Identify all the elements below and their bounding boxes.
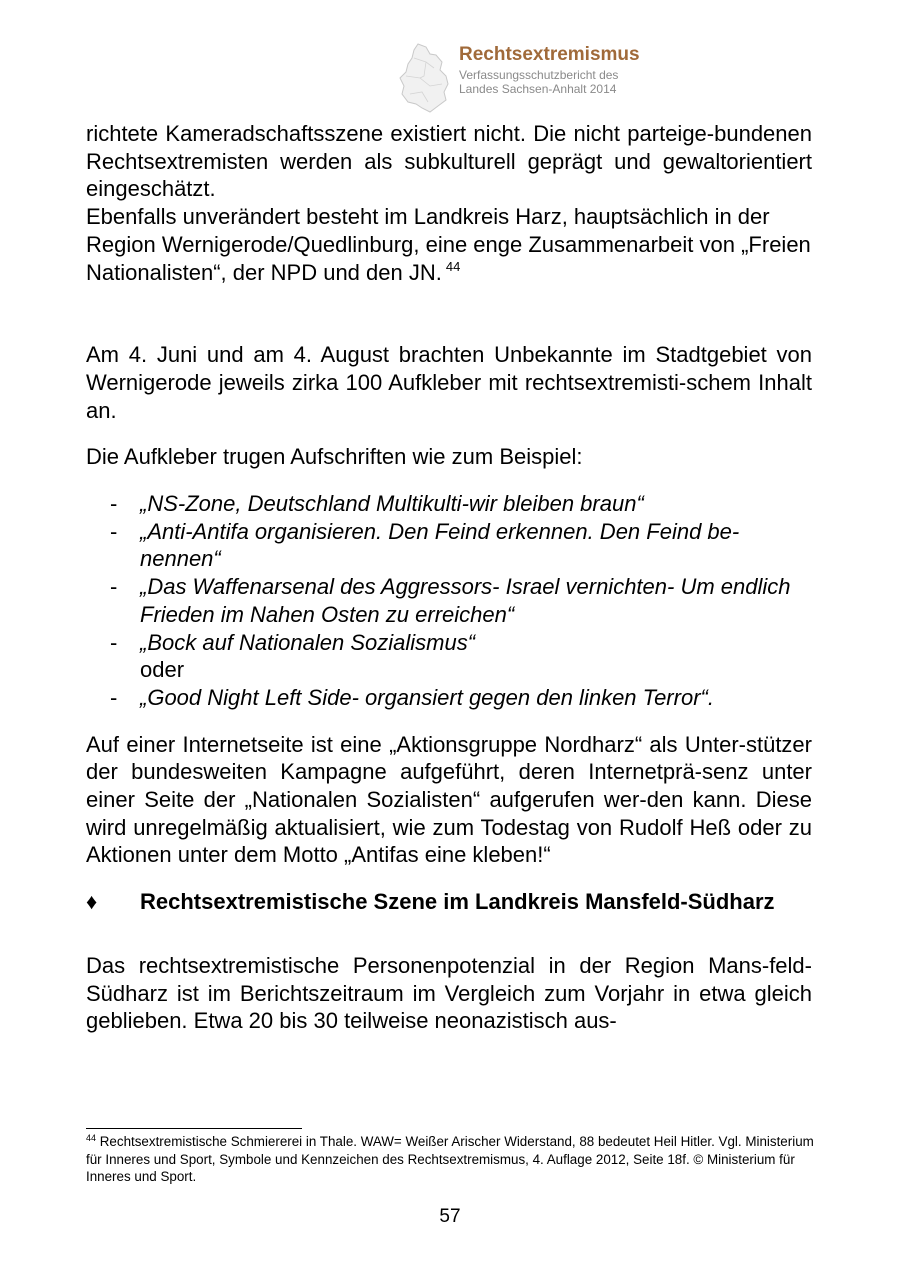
list-item (86, 684, 812, 712)
header-title: Rechtsextremismus (459, 44, 640, 65)
paragraph-aktionsgruppe-nordharz: Auf einer Internetseite ist eine „Aktionsgruppe Nordharz“ als Unter-stützer der bundesweiten Kampagne aufgeführt, deren Internetprä-senz unter einer Seite der „Nationalen Sozialisten“ aufgerufen wer-den kann. Diese wird unregelmäßig aktualisiert, wie zum Todestag von Rudolf Heß oder zu Aktionen unter dem Motto „Antifas eine kleben!“ (86, 731, 812, 868)
footnote-ref-44: 44 (445, 258, 461, 274)
list-item (86, 573, 812, 628)
paragraph-aufkleber-wernigerode: Am 4. Juni und am 4. August brachten Unbekannte im Stadtgebiet von Wernigerode jeweils zirka 100 Aufkleber mit rechtsextremisti-schem Inhalt an. (86, 342, 812, 423)
paragraph-landkreis-harz-text: Ebenfalls unverändert besteht im Landkreis Harz, hauptsächlich in der Region Wernigerode/Quedlinburg, eine enge Zusammenarbeit von „Freien Nationalisten“, der NPD und den JN. (86, 204, 811, 285)
list-dash: - (110, 518, 118, 544)
paragraph-kameradschaft: richtete Kameradschaftsszene existiert nicht. Die nicht parteige-bundenen Rechtsextremisten werden als subkulturell geprägt und gewaltorientiert eingeschätzt. (86, 121, 812, 202)
sticker-quote-list-last (86, 684, 812, 712)
list-item (86, 629, 812, 657)
footnote-text: Rechtsextremistische Schmiererei in Thale. WAW= Weißer Arischer Widerstand, 88 bedeutet Heil Hitler. Vgl. Ministerium für Inneres und Sport, Symbole und Kennzeichen des Rechtsextremismus, 4. Auflage 2012, Seite 18f. © Ministerium für Inneres und Sport. (86, 1134, 814, 1184)
paragraph-landkreis-harz (86, 203, 812, 286)
sticker-quote: „Bock auf Nationalen Sozialismus“ (140, 629, 476, 655)
running-header (396, 40, 716, 120)
page-number: 57 (439, 1206, 461, 1227)
saxony-anhalt-map-icon (396, 42, 454, 114)
list-connector-oder: oder (140, 657, 185, 683)
paragraph-mansfeld-suedharz: Das rechtsextremistische Personenpotenzial in der Region Mans-feld-Südharz ist im Berichtszeitraum im Vergleich zum Vorjahr in etwa gleich geblieben. Etwa 20 bis 30 teilweise neonazistisch aus- (86, 952, 812, 1034)
footnote-44 (86, 1133, 826, 1186)
diamond-bullet-icon: ♦ (86, 889, 98, 915)
list-dash: - (110, 491, 118, 517)
sticker-quote-list (86, 490, 812, 656)
header-subtitle-line-1: Verfassungsschutzbericht des (459, 68, 619, 82)
sticker-quote: „Good Night Left Side- organsiert gegen den linken Terror“. (140, 684, 714, 710)
section-heading-text: Rechtsextremistische Szene im Landkreis Mansfeld-Südharz (140, 889, 775, 915)
paragraph-aufschriften-intro: Die Aufkleber trugen Aufschriften wie zum Beispiel: (86, 444, 583, 470)
sticker-quote: „NS-Zone, Deutschland Multikulti-wir bleiben braun“ (140, 491, 644, 517)
list-dash: - (110, 629, 118, 655)
footnote-number: 44 (86, 1133, 97, 1143)
footnote-divider (86, 1128, 302, 1129)
sticker-quote: „Das Waffenarsenal des Aggressors- Israel vernichten- Um endlich Frieden im Nahen Osten zu erreichen“ (140, 574, 791, 627)
list-item (86, 518, 812, 573)
page-body (86, 120, 812, 1035)
list-item (86, 490, 812, 518)
list-dash: - (110, 574, 118, 600)
sticker-quote: „Anti-Antifa organisieren. Den Feind erkennen. Den Feind be-nennen“ (140, 518, 740, 572)
list-dash: - (110, 684, 118, 710)
section-heading (86, 888, 812, 916)
header-subtitle-line-2: Landes Sachsen-Anhalt 2014 (459, 82, 617, 96)
